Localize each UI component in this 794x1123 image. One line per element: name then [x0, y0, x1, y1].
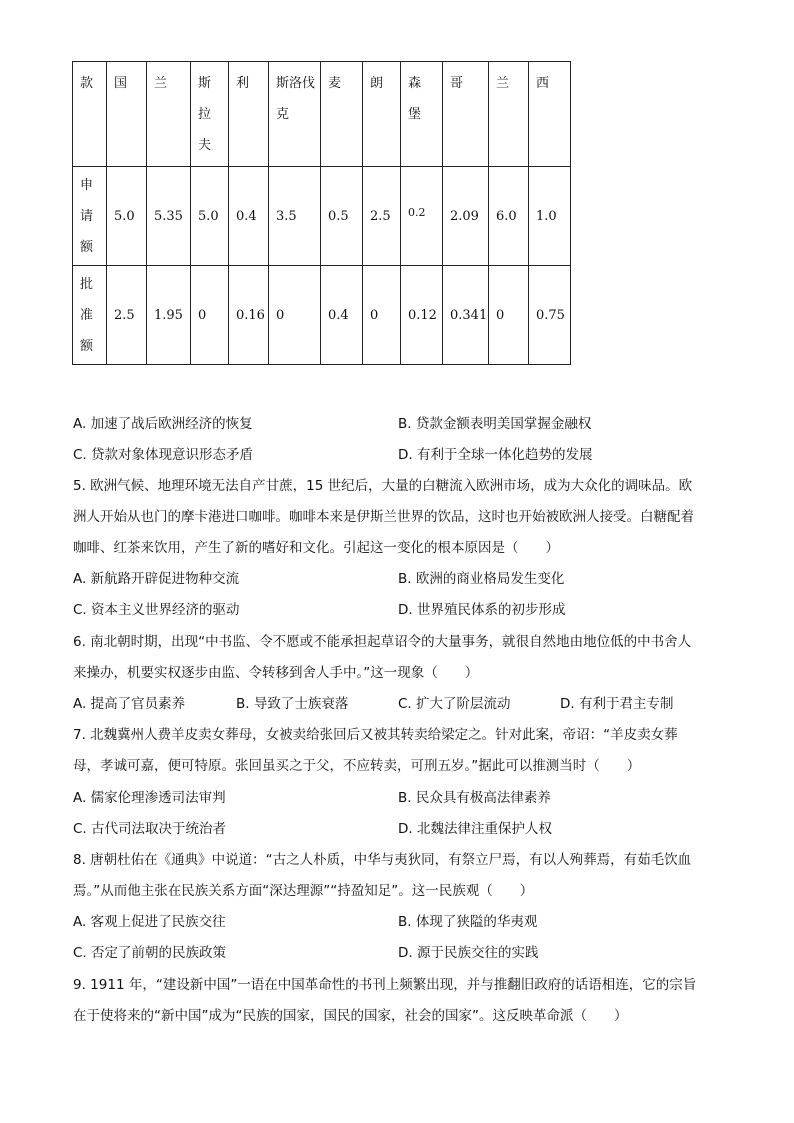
q6-stem-line: 6. 南北朝时期，出现“中书监、令不愿或不能承担起草诏令的大量事务，就很自然地由地位低的中书舍人 — [73, 634, 692, 650]
table-cell: 5.0 — [107, 167, 147, 266]
table-cell: 5.35 — [147, 167, 191, 266]
q5-option-c: C. 资本主义世界经济的驱动 — [73, 602, 240, 618]
q8-stem-line: 焉。”从而他主张在民族关系方面“深达理源”“持盈知足”。这一民族观（ ） — [73, 883, 534, 899]
q7-option-c: C. 古代司法取决于统治者 — [73, 821, 227, 837]
table-cell: 2.5 — [107, 266, 147, 365]
header-cell: 斯拉夫 — [191, 62, 229, 167]
table-cell: 0 — [191, 266, 229, 365]
q9-stem-line: 在于使将来的“新中国”成为“民族的国家，国民的国家，社会的国家”。这反映革命派（ ） — [73, 1008, 628, 1024]
header-cell: 森堡 — [401, 62, 443, 167]
table-row-approve — [73, 266, 571, 365]
header-cell: 利 — [229, 62, 269, 167]
q7-stem-line: 母，孝诚可嘉，便可特原。张回虽买之于父，不应转卖，可刑五岁。”据此可以推测当时（ ） — [73, 758, 641, 774]
table-row-apply — [73, 167, 571, 266]
q4-option-b: B. 贷款金额表明美国掌握金融权 — [398, 416, 592, 432]
q6-option-c: C. 扩大了阶层流动 — [398, 696, 511, 712]
table-cell-value: 0.2 — [408, 205, 426, 219]
q9-stem-line: 9. 1911 年，“建设新中国”一语在中国革命性的书刊上频繁出现，并与推翻旧政府的话语相连，它的宗旨 — [73, 977, 697, 993]
q8-option-c: C. 否定了前朝的民族政策 — [73, 945, 227, 961]
table-cell: 0.12 — [401, 266, 443, 365]
table-cell: 0 — [269, 266, 321, 365]
q5-stem-line: 咖啡、红茶来饮用，产生了新的嗜好和文化。引起这一变化的根本原因是（ ） — [73, 540, 559, 556]
header-cell: 朗 — [363, 62, 401, 167]
table-cell: 2.09 — [443, 167, 489, 266]
table-header-row — [73, 62, 571, 167]
q6-option-b: B. 导致了士族衰落 — [236, 696, 349, 712]
q5-option-a: A. 新航路开辟促进物种交流 — [73, 571, 240, 587]
header-cell: 国 — [107, 62, 147, 167]
row-label: 申请额 — [73, 167, 107, 266]
table-cell: 0.16 — [229, 266, 269, 365]
header-cell: 麦 — [321, 62, 363, 167]
table-cell: 5.0 — [191, 167, 229, 266]
q8-stem-line: 8. 唐朝杜佑在《通典》中说道：“古之人朴质，中华与夷狄同，有祭立尸焉，有以人殉葬焉，有茹毛饮血 — [73, 852, 692, 868]
header-cell: 斯洛伐克 — [269, 62, 321, 167]
q7-option-d: D. 北魏法律注重保护人权 — [398, 821, 552, 837]
q8-option-d: D. 源于民族交往的实践 — [398, 945, 539, 961]
q8-option-b: B. 体现了狭隘的华夷观 — [398, 914, 538, 930]
table-cell — [401, 167, 443, 266]
q7-option-b: B. 民众具有极高法律素养 — [398, 790, 551, 806]
q6-option-d: D. 有利于君主专制 — [560, 696, 674, 712]
q5-option-b: B. 欧洲的商业格局发生变化 — [398, 571, 565, 587]
q6-option-a: A. 提高了官员素养 — [73, 696, 186, 712]
loan-table — [72, 61, 571, 365]
row-label: 批准额 — [73, 266, 107, 365]
q4-option-c: C. 贷款对象体现意识形态矛盾 — [73, 447, 254, 463]
q5-stem-line: 洲人开始从也门的摩卡港进口咖啡。咖啡本来是伊斯兰世界的饮品，这时也开始被欧洲人接受。白糖配着 — [73, 509, 694, 525]
table-cell: 0.75 — [529, 266, 571, 365]
table-cell: 0.5 — [321, 167, 363, 266]
q6-stem-line: 来操办，机要实权逐步由监、令转移到舍人手中。”这一现象（ ） — [73, 665, 479, 681]
header-cell: 兰 — [147, 62, 191, 167]
q5-stem-line: 5. 欧洲气候、地理环境无法自产甘蔗，15 世纪后，大量的白糖流入欧洲市场，成为大众化的调味品。欧 — [73, 478, 693, 494]
table-cell: 0.4 — [229, 167, 269, 266]
table-cell: 3.5 — [269, 167, 321, 266]
table-cell: 6.0 — [489, 167, 529, 266]
table-cell: 0.341 — [443, 266, 489, 365]
q5-option-d: D. 世界殖民体系的初步形成 — [398, 602, 566, 618]
table-cell: 1.0 — [529, 167, 571, 266]
header-cell: 兰 — [489, 62, 529, 167]
q7-option-a: A. 儒家伦理渗透司法审判 — [73, 790, 226, 806]
table-cell: 0.4 — [321, 266, 363, 365]
q4-option-a: A. 加速了战后欧洲经济的恢复 — [73, 416, 253, 432]
q4-option-d: D. 有利于全球一体化趋势的发展 — [398, 447, 593, 463]
table-cell: 1.95 — [147, 266, 191, 365]
header-cell: 西 — [529, 62, 571, 167]
header-cell: 哥 — [443, 62, 489, 167]
table-cell: 2.5 — [363, 167, 401, 266]
header-cell: 款 — [73, 62, 107, 167]
q8-option-a: A. 客观上促进了民族交往 — [73, 914, 226, 930]
q7-stem-line: 7. 北魏冀州人费羊皮卖女葬母，女被卖给张回后又被其转卖给梁定之。针对此案，帝诏：“羊皮卖女葬 — [73, 727, 678, 743]
table-cell: 0 — [489, 266, 529, 365]
table-cell: 0 — [363, 266, 401, 365]
